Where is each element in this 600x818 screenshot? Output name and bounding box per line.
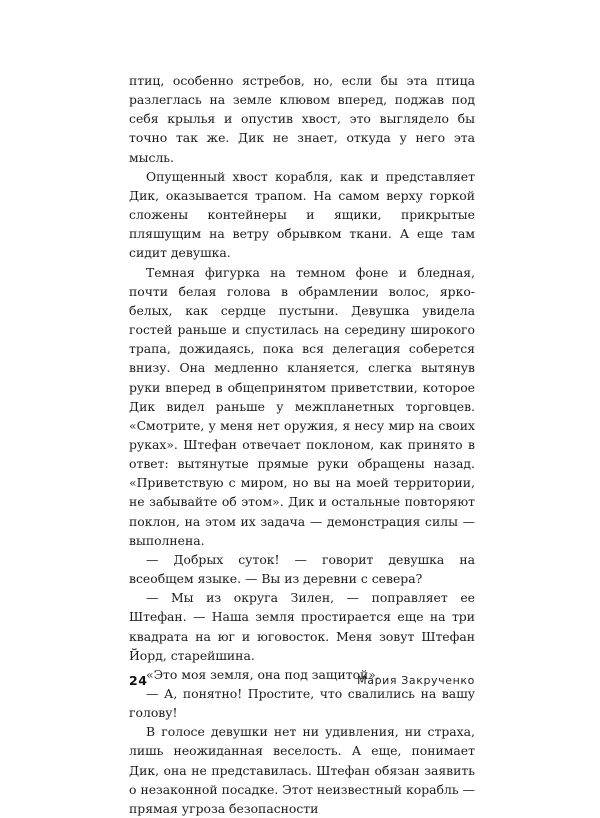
- dialogue-line: — Мы из округа Зилен, — поправляет ее Штефан. — Наша земля простирается еще на три квадрата на юг и юговосток. Меня зовут Штефан Йорд, старейшина.: [129, 590, 475, 663]
- paragraph: В голосе девушки нет ни удивления, ни страха, лишь неожиданная веселость. А еще, понимает Дик, она не представилась. Штефан обязан заявить о незаконной посадке. Этот неизвестный корабль — прямая угроза безопасности: [129, 724, 475, 816]
- running-footer-author: Мария Закрученко: [357, 674, 475, 687]
- paragraph: Опущенный хвост корабля, как и представляет Дик, оказывается трапом. На самом верху горкой сложены контейнеры и ящики, прикрытые пляшущим на ветру обрывком ткани. А еще там сидит девушка.: [129, 168, 475, 261]
- dialogue-line: — А, понятно! Простите, что свалились на вашу голову!: [129, 686, 475, 721]
- paragraph: Темная фигурка на темном фоне и бледная, почти белая голова в обрамлении волос, ярко-белых, как сердце пустыни. Девушка увидела гостей раньше и спустилась на середину широкого трапа, дожидаясь, пока вся делегация соберется внизу. Она медленно кланяется, слегка вытянув руки вперед в общепринятом приветствии, которое Дик видел раньше у межпланетных торговцев. «Смотрите, у меня нет оружия, я несу мир на своих руках». Штефан отвечает поклоном, как принято в ответ: вытянутые прямые руки обращены назад. «Приветствую с миром, но вы на моей территории, не забывайте об этом». Дик и остальные повторяют поклон, на этом их задача — демонстрация силы — выполнена.: [129, 264, 475, 548]
- body-text: [129, 71, 475, 818]
- page-footer: [129, 673, 475, 689]
- dialogue-line: — Добрых суток! — говорит девушка на всеобщем языке. — Вы из деревни с севера?: [129, 551, 475, 587]
- page-number: 24: [129, 673, 148, 688]
- paragraph-continuation: птиц, особенно ястребов, но, если бы эта птица разлеглась на земле клювом вперед, поджав под себя крылья и опустив хвост, это выглядело бы точно так же. Дик не знает, откуда у него эта мысль.: [129, 73, 475, 165]
- quoted-thought: «Это моя земля, она под защитой».: [146, 666, 380, 682]
